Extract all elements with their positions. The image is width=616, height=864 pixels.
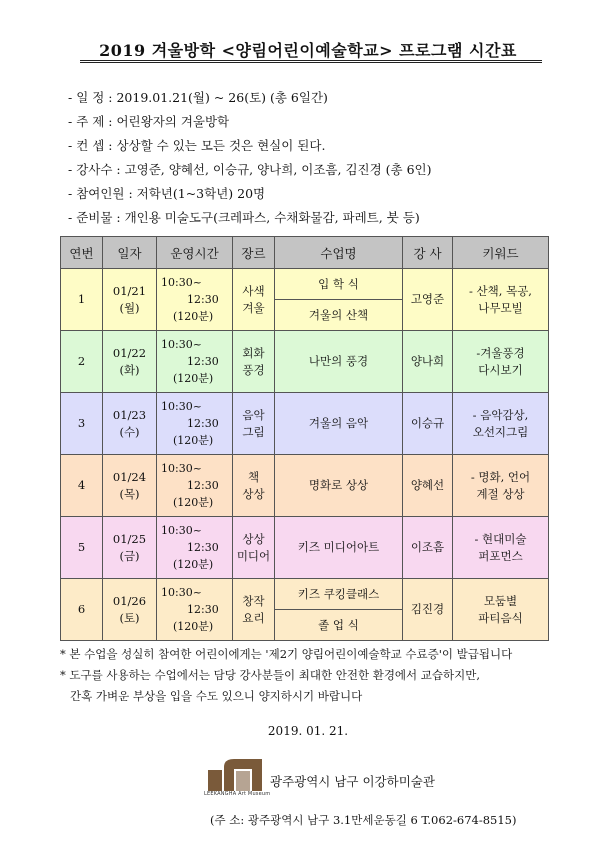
cell-date: 01/26 (토) xyxy=(103,579,157,641)
cell-genre: 창작 요리 xyxy=(233,579,275,641)
cell-time: 10:30~ 12:30 (120분) xyxy=(157,331,233,393)
table-row xyxy=(61,579,549,610)
header-date: 일자 xyxy=(103,237,157,269)
cell-class: 키즈 미디어아트 xyxy=(275,517,403,579)
cell-keyword: - 현대미술 퍼포먼스 xyxy=(453,517,549,579)
cell-class: 키즈 쿠킹클래스 xyxy=(275,579,403,610)
cell-time: 10:30~ 12:30 (120분) xyxy=(157,455,233,517)
timetable xyxy=(60,236,549,641)
header-genre: 장르 xyxy=(233,237,275,269)
cell-date: 01/25 (금) xyxy=(103,517,157,579)
cell-date: 01/24 (목) xyxy=(103,455,157,517)
cell-date: 01/22 (화) xyxy=(103,331,157,393)
cell-teacher: 이조흠 xyxy=(403,517,453,579)
cell-teacher: 고영준 xyxy=(403,269,453,331)
logo-text: LEEKANGHA Art Museum xyxy=(204,791,271,797)
cell-no: 3 xyxy=(61,393,103,455)
cell-no: 2 xyxy=(61,331,103,393)
cell-keyword: -겨울풍경 다시보기 xyxy=(453,331,549,393)
cell-keyword: 모둠별 파티음식 xyxy=(453,579,549,641)
org-name: 광주광역시 남구 이강하미술관 xyxy=(270,774,435,789)
cell-date: 01/23 (수) xyxy=(103,393,157,455)
note-safety: * 도구를 사용하는 수업에서는 담당 강사분들이 최대한 안전한 환경에서 교습하지만, xyxy=(60,668,481,682)
cell-time: 10:30~ 12:30 (120분) xyxy=(157,579,233,641)
cell-time: 10:30~ 12:30 (120분) xyxy=(157,393,233,455)
header-class: 수업명 xyxy=(275,237,403,269)
cell-class: 겨울의 음악 xyxy=(275,393,403,455)
cell-no: 4 xyxy=(61,455,103,517)
cell-teacher: 김진경 xyxy=(403,579,453,641)
museum-logo-icon xyxy=(206,757,266,791)
cell-keyword: - 명화, 언어 계절 상상 xyxy=(453,455,549,517)
cell-genre: 회화 풍경 xyxy=(233,331,275,393)
header-teacher: 강 사 xyxy=(403,237,453,269)
cell-genre: 음악 그림 xyxy=(233,393,275,455)
table-row xyxy=(61,393,549,455)
note-safety-cont: 간혹 가벼운 부상을 입을 수도 있으니 양지하시기 바랍니다 xyxy=(70,689,363,703)
table-row xyxy=(61,517,549,579)
title-underline xyxy=(80,60,542,63)
cell-time: 10:30~ 12:30 (120분) xyxy=(157,269,233,331)
issue-date: 2019. 01. 21. xyxy=(267,724,349,738)
cell-genre: 책 상상 xyxy=(233,455,275,517)
timetable-header xyxy=(61,237,549,269)
cell-keyword: - 산책, 목공, 나무모빌 xyxy=(453,269,549,331)
cell-class: 명화로 상상 xyxy=(275,455,403,517)
info-supplies: - 준비물 : 개인용 미술도구(크레파스, 수채화물감, 파레트, 붓 등) xyxy=(68,210,420,225)
cell-no: 5 xyxy=(61,517,103,579)
cell-genre: 사색 겨울 xyxy=(233,269,275,331)
cell-no: 6 xyxy=(61,579,103,641)
header-no: 연번 xyxy=(61,237,103,269)
address: (주 소: 광주광역시 남구 3.1만세운동길 6 T.062-674-8515) xyxy=(210,813,517,827)
notes xyxy=(60,644,512,707)
cell-genre: 상상 미디어 xyxy=(233,517,275,579)
cell-class: 입 학 식 xyxy=(275,269,403,300)
cell-class: 겨울의 산책 xyxy=(275,300,403,331)
cell-class: 졸 업 식 xyxy=(275,610,403,641)
info-participants: - 참여인원 : 저학년(1~3학년) 20명 xyxy=(68,186,266,201)
cell-no: 1 xyxy=(61,269,103,331)
table-row xyxy=(61,455,549,517)
table-row xyxy=(61,269,549,300)
cell-keyword: - 음악감상, 오선지그림 xyxy=(453,393,549,455)
cell-teacher: 양나희 xyxy=(403,331,453,393)
cell-teacher: 양혜선 xyxy=(403,455,453,517)
page-title: 2019 겨울방학 <양림어린이예술학교> 프로그램 시간표 xyxy=(99,41,517,60)
info-schedule: - 일 정 : 2019.01.21(월) ~ 26(토) (총 6일간) xyxy=(68,90,328,105)
program-info xyxy=(68,86,431,230)
cell-teacher: 이승규 xyxy=(403,393,453,455)
info-theme: - 주 제 : 어린왕자의 겨울방학 xyxy=(68,114,230,129)
cell-date: 01/21 (월) xyxy=(103,269,157,331)
info-instructors: - 강사수 : 고영준, 양혜선, 이승규, 양나희, 이조흠, 김진경 (총 6인) xyxy=(68,162,432,177)
cell-class: 나만의 풍경 xyxy=(275,331,403,393)
cell-time: 10:30~ 12:30 (120분) xyxy=(157,517,233,579)
table-row xyxy=(61,331,549,393)
info-concept: - 컨 셉 : 상상할 수 있는 모든 것은 현실이 된다. xyxy=(68,138,326,153)
note-certificate: * 본 수업을 성실히 참여한 어린이에게는 '제2기 양림어린이예술학교 수료증'이 발급됩니다 xyxy=(60,647,513,661)
header-keyword: 키워드 xyxy=(453,237,549,269)
header-time: 운영시간 xyxy=(157,237,233,269)
